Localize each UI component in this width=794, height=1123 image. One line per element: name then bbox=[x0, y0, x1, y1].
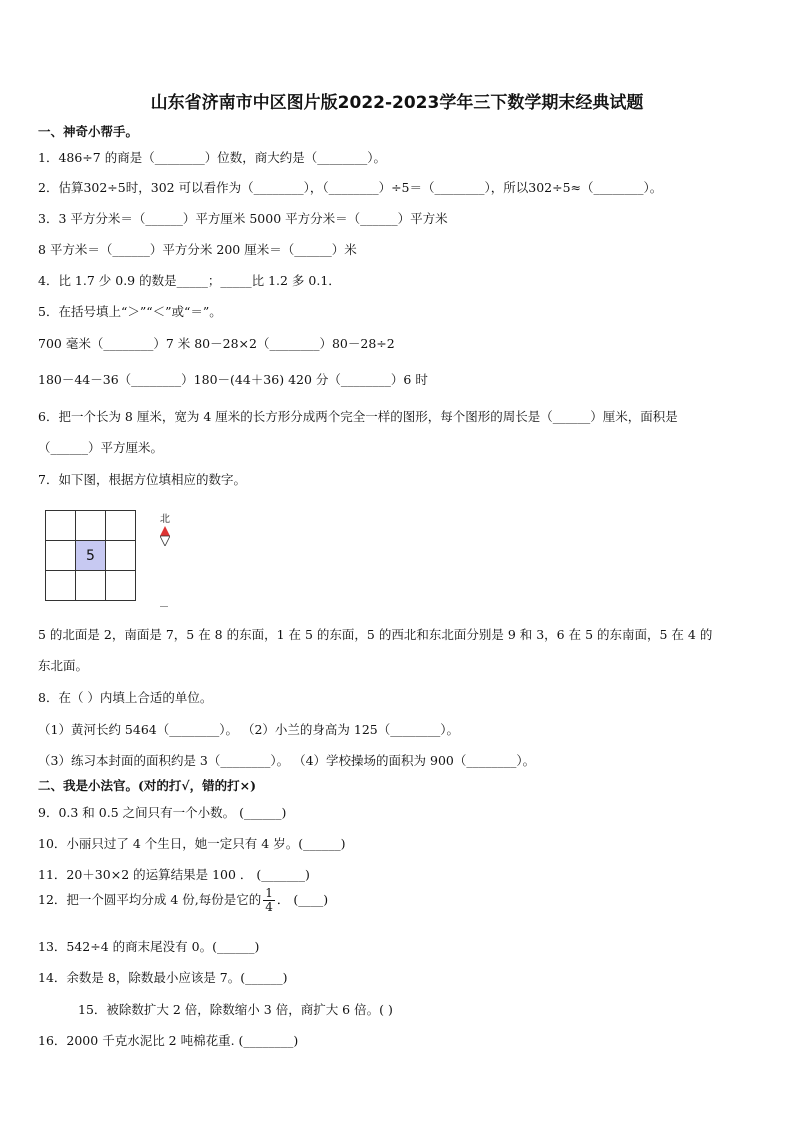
grid-cell bbox=[106, 541, 136, 571]
compass-arrow-icon bbox=[160, 526, 170, 546]
fraction bbox=[263, 887, 275, 914]
question-5: 5．在括号填上“＞”“＜”或“＝”。 bbox=[38, 304, 222, 319]
question-11: 11．20＋30×2 的运算结果是 100 ． (_______) bbox=[38, 867, 310, 882]
question-12-tail: ． (____) bbox=[276, 892, 329, 907]
direction-grid bbox=[45, 510, 136, 601]
question-1: 1．486÷7 的商是（________）位数，商大约是（________）。 bbox=[38, 150, 386, 165]
question-3-line-2: 8 平方米＝（______）平方分米 200 厘米＝（______）米 bbox=[38, 242, 357, 257]
question-8-row-2: （3）练习本封面的面积约是 3（________）。 （4）学校操场的面积为 900（________）。 bbox=[38, 753, 536, 768]
grid-cell bbox=[46, 511, 76, 541]
grid-cell bbox=[106, 511, 136, 541]
fraction-denominator: 4 bbox=[265, 900, 273, 914]
question-7-description-2: 东北面。 bbox=[38, 658, 89, 673]
north-label: 北 bbox=[160, 514, 170, 525]
question-6-line-2: （______）平方厘米。 bbox=[38, 440, 164, 455]
question-5-row-1: 700 毫米（________）7 米 80－28×2（________）80－28÷2 bbox=[38, 336, 395, 351]
grid-cell bbox=[76, 511, 106, 541]
question-8: 8．在（ ）内填上合适的单位。 bbox=[38, 690, 213, 705]
fraction-numerator: 1 bbox=[265, 886, 273, 900]
question-16: 16．2000 千克水泥比 2 吨棉花重. (________) bbox=[38, 1033, 299, 1048]
section-2-heading: 二、我是小法官。(对的打√，错的打×) bbox=[38, 778, 257, 793]
question-13: 13．542÷4 的商末尾没有 0。(______) bbox=[38, 939, 260, 954]
question-8-row-1: （1）黄河长约 5464（________）。 （2）小兰的身高为 125（________）。 bbox=[38, 722, 459, 737]
grid-cell bbox=[106, 571, 136, 601]
question-12 bbox=[38, 887, 328, 914]
question-12-text: 12．把一个圆平均分成 4 份,每份是它的 bbox=[38, 892, 262, 907]
question-3-line-1: 3．3 平方分米＝（______）平方厘米 5000 平方分米＝（______）平方米 bbox=[38, 211, 448, 226]
grid-cell bbox=[46, 541, 76, 571]
question-2: 2．估算302÷5时，302 可以看作为（________），（________）÷5＝（________），所以302÷5≈（________）。 bbox=[38, 180, 663, 195]
question-10: 10．小丽只过了 4 个生日，她一定只有 4 岁。(______) bbox=[38, 836, 346, 851]
question-5-row-2: 180－44－36（________）180－(44＋36) 420 分（________）6 时 bbox=[38, 372, 428, 387]
question-14: 14．余数是 8，除数最小应该是 7。(______) bbox=[38, 970, 288, 985]
divider bbox=[160, 606, 168, 607]
question-4: 4．比 1.7 少 0.9 的数是_____；_____比 1.2 多 0.1． bbox=[38, 273, 341, 288]
grid-center-cell: 5 bbox=[76, 541, 106, 571]
question-6-line-1: 6．把一个长为 8 厘米，宽为 4 厘米的长方形分成两个完全一样的图形，每个图形的周长是（______）厘米，面积是 bbox=[38, 409, 678, 424]
page-title: 山东省济南市中区图片版2022-2023学年三下数学期末经典试题 bbox=[150, 93, 644, 113]
question-15: 15．被除数扩大 2 倍，除数缩小 3 倍，商扩大 6 倍。( ) bbox=[78, 1002, 393, 1017]
question-7: 7．如下图，根据方位填相应的数字。 bbox=[38, 472, 246, 487]
grid-cell bbox=[76, 571, 106, 601]
section-1-heading: 一、神奇小帮手。 bbox=[38, 124, 139, 139]
question-7-description-1: 5 的北面是 2，南面是 7，5 在 8 的东面，1 在 5 的东面，5 的西北和东北面分别是 9 和 3，6 在 5 的东南面，5 在 4 的 bbox=[38, 627, 713, 642]
question-9: 9．0.3 和 0.5 之间只有一个小数。 (______) bbox=[38, 805, 287, 820]
grid-cell bbox=[46, 571, 76, 601]
